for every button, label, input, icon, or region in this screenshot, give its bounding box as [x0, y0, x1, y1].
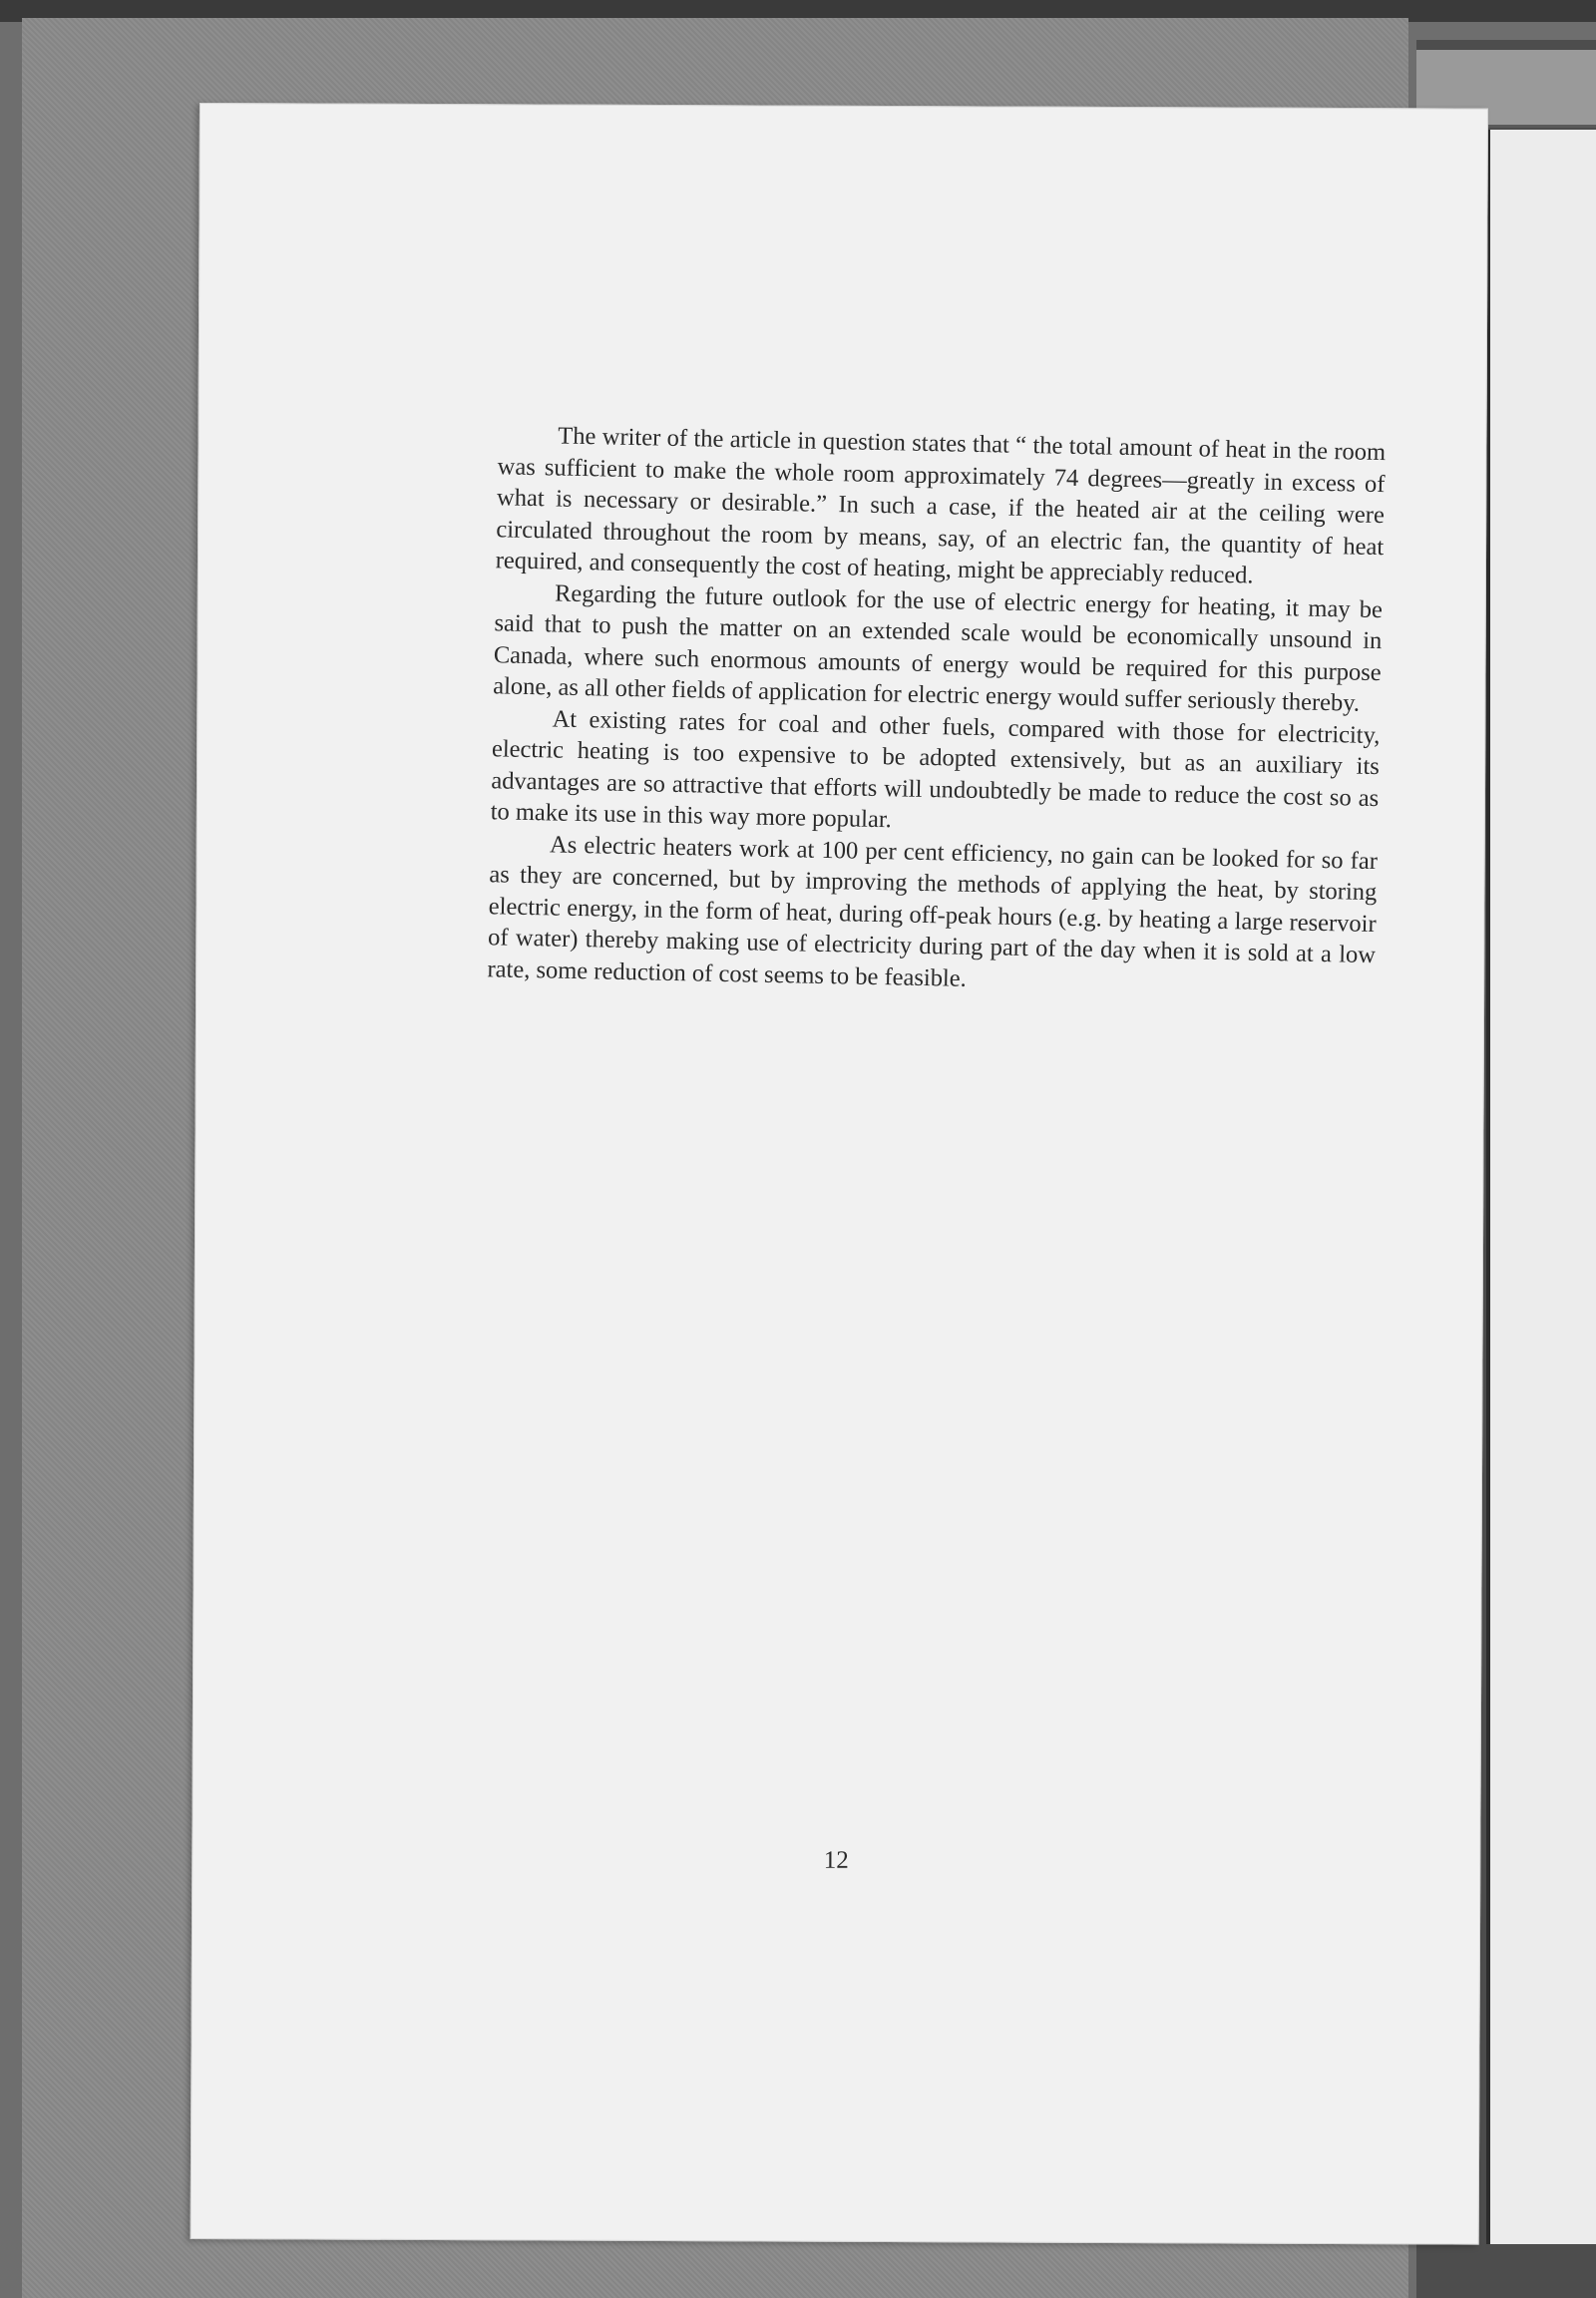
paragraph-4: As electric heaters work at 100 per cent efficiency, no gain can be looked for so far as they are concerned, but by improving the methods of applying the heat, by storing electric energy, in the form of heat, during off-peak hours (e.g. by heating a large reservoir of water) thereby making use of electricity during part of the day when it is sold at a low rate, some reduction of cost seems to be feasible.: [487, 830, 1379, 992]
page-number: 12: [823, 1846, 849, 1874]
document-page: [191, 103, 1488, 2245]
paragraph-3: At existing rates for coal and other fuels, compared with those for electricity, electric heating is too expensive to be adopted extensively, but as an auxiliary its advantages are so attractive that efforts will undoubtedly be made to reduce the cost so as to make its use in this way more popular.: [490, 704, 1381, 834]
body-text: [487, 419, 1386, 1002]
paragraph-2: Regarding the future outlook for the use of electric energy for heating, it may be said that to push the matter on an extended scale would be economically unsound in Canada, where such enormous amounts of energy would be required for this purpose alone, as all other fields of application for electric energy would suffer seriously thereby.: [492, 578, 1384, 717]
paragraph-1: The writer of the article in question states that “ the total amount of heat in the room was sufficient to make the whole room approximately 74 degrees—greatly in excess of what is necessary or desirable.” In such a case, if the heated air at the ceiling were circulated throughout the room by means, say, of an electric fan, the quantity of heat required, and consequently the cost of heating, might be appreciably reduced.: [495, 422, 1387, 589]
facing-page-edge: [1486, 130, 1596, 2244]
